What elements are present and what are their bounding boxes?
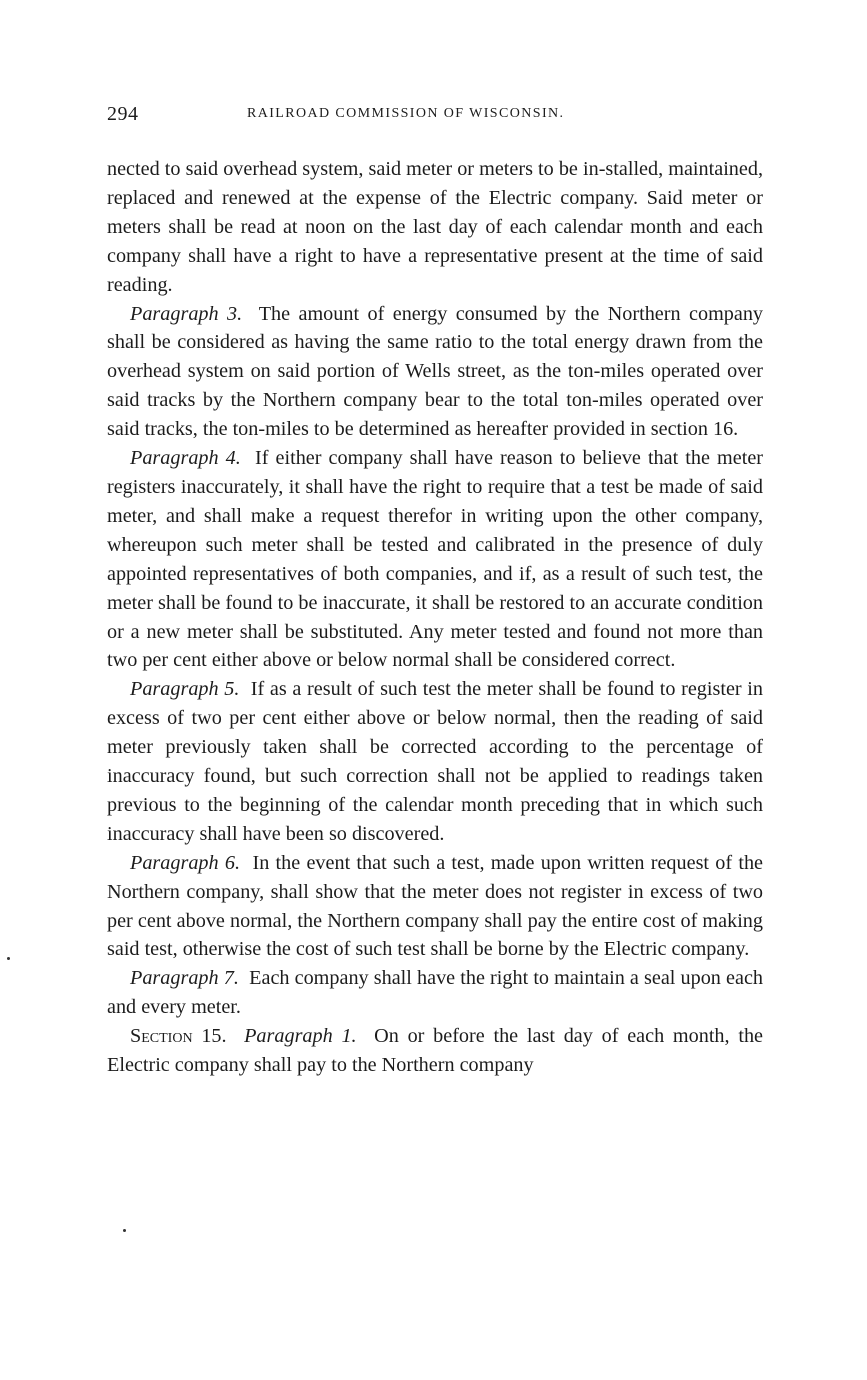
paragraph-text: nected to said overhead system, said meter or meters to be in-stalled, maintained, replaced and renewed at the expense of the Electric company. Said meter or meters shall be read at noon on the last day of each calendar month and each company shall have a right to have a representative present at the time of said reading. bbox=[107, 158, 763, 296]
section-15-paragraph-1 bbox=[107, 1022, 763, 1080]
paragraph-3 bbox=[107, 300, 763, 445]
running-head: RAILROAD COMMISSION OF WISCONSIN. bbox=[247, 106, 565, 121]
paragraph-text: If either company shall have reason to believe that the meter registers inaccurately, it shall have the right to require that a test be made of said meter, and shall make a request therefor in writing upon the other company, whereupon such meter shall be tested and calibrated in the presence of duly appointed representatives of both companies, and if, as a result of such test, the meter shall be found to be inaccurate, it shall be restored to an accurate condition or a new meter shall be substituted. Any meter tested and found not more than two per cent either above or below normal shall be considered correct. bbox=[107, 447, 764, 672]
paragraph-text: In the event that such a test, made upon written request of the Northern company, shall show that the meter does not register in excess of two per cent above normal, the Northern company shall pay the entire cost of making said test, otherwise the cost of such test shall be borne by the Electric company. bbox=[107, 851, 764, 961]
page-number: 294 bbox=[107, 103, 139, 125]
paragraph-4 bbox=[107, 444, 763, 675]
paragraph-label: Paragraph 1. bbox=[244, 1025, 357, 1048]
paragraph-label: Paragraph 7. bbox=[130, 967, 239, 990]
paragraph-6 bbox=[107, 849, 763, 965]
paragraph-text: Each company shall have the right to maintain a seal upon each and every meter. bbox=[107, 967, 764, 1019]
paragraph-text: On or before the last day of each month, the Electric company shall pay to the Northern company bbox=[107, 1025, 764, 1077]
section-label: Section 15. bbox=[130, 1025, 227, 1048]
paragraph-label: Paragraph 6. bbox=[130, 851, 240, 874]
paragraph-label: Paragraph 3. bbox=[130, 302, 243, 325]
paragraph-text: The amount of energy consumed by the Northern company shall be considered as having the same ratio to the total energy drawn from the overhead system on said portion of Wells street, as the ton-miles operated over said tracks by the Northern company bear to the total ton-miles operated over said tracks, the ton-miles to be determined as hereafter provided in section 16. bbox=[107, 302, 764, 441]
paragraph-label: Paragraph 5. bbox=[130, 678, 240, 701]
paragraph-continuation bbox=[107, 155, 763, 300]
paragraph-7 bbox=[107, 964, 763, 1022]
scan-speck bbox=[7, 957, 10, 960]
paragraph-text: If as a result of such test the meter shall be found to register in excess of two per cent either above or below normal, then the reading of said meter previously taken shall be corrected according to the percentage of inaccuracy found, but such correction shall not be applied to readings taken previous to the beginning of the calendar month preceding that in which such inaccuracy shall have been so discovered. bbox=[107, 678, 764, 845]
page-header bbox=[107, 103, 763, 129]
paragraph-label: Paragraph 4. bbox=[130, 447, 241, 470]
paragraph-5 bbox=[107, 675, 763, 848]
scan-speck bbox=[123, 1229, 126, 1232]
body-text bbox=[107, 155, 763, 1080]
